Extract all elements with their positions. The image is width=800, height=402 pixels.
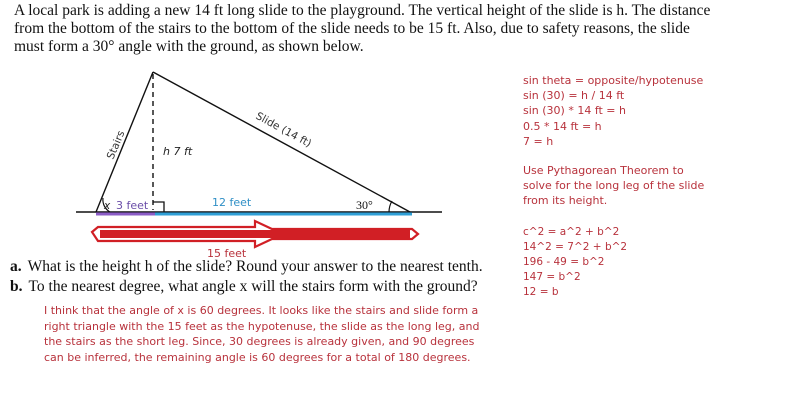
question-a-letter: a. bbox=[10, 258, 22, 275]
angle-30-label: 30° bbox=[356, 198, 373, 212]
slide-line bbox=[153, 72, 410, 212]
answer-line: can be inferred, the remaining angle is 60 degrees for a total of 180 degrees. bbox=[44, 350, 471, 364]
sine-step: sin theta = opposite/hypotenuse bbox=[523, 74, 704, 87]
sine-step: 7 = h bbox=[523, 134, 554, 148]
sine-step: sin (30) = h / 14 ft bbox=[523, 89, 625, 103]
problem-line-3: must form a 30° angle with the ground, as shown below. bbox=[14, 38, 364, 55]
problem-line-1: A local park is adding a new 14 ft long slide to the playground. The vertical height of the slide is h. The distance bbox=[14, 2, 711, 19]
problem-line-2: from the bottom of the stairs to the bottom of the slide needs to be 15 ft. Also, due to safety reasons, the slide bbox=[14, 20, 690, 37]
slide-label: Slide (14 ft) bbox=[253, 110, 314, 150]
total-length-arrow bbox=[92, 221, 418, 247]
sine-step: sin (30) * 14 ft = h bbox=[523, 104, 626, 118]
total-length-label: 15 feet bbox=[207, 247, 247, 260]
arrow-fill bbox=[100, 230, 410, 238]
pythagorean-note bbox=[523, 163, 704, 209]
work-step: 14^2 = 7^2 + b^2 bbox=[523, 241, 628, 253]
answer-line: right triangle with the 15 feet as the hypotenuse, the slide as the long leg, and bbox=[44, 319, 480, 333]
stairs-base-label: 3 feet bbox=[116, 199, 149, 212]
pythagorean-note-line: from its height. bbox=[523, 194, 608, 208]
question-a bbox=[10, 258, 483, 276]
slide-base-label: 12 feet bbox=[212, 196, 252, 209]
angle-30-arc bbox=[389, 201, 392, 212]
sine-step: 0.5 * 14 ft = h bbox=[523, 119, 602, 133]
pythagorean-work bbox=[523, 225, 627, 300]
work-step: 147 = b^2 bbox=[523, 271, 581, 283]
answer-line: the stairs as the short leg. Since, 30 degrees is already given, and 90 degrees bbox=[44, 335, 475, 348]
work-step: 12 = b bbox=[523, 286, 559, 298]
question-a-text: What is the height h of the slide? Round your answer to the nearest tenth. bbox=[27, 258, 483, 275]
pythagorean-note-line: solve for the long leg of the slide bbox=[523, 179, 705, 193]
work-step: c^2 = a^2 + b^2 bbox=[523, 226, 620, 238]
right-angle-marker bbox=[153, 202, 164, 212]
height-label: h 7 ft bbox=[163, 145, 193, 158]
stairs-line bbox=[96, 72, 153, 212]
pythagorean-note-line: Use Pythagorean Theorem to bbox=[523, 164, 684, 177]
question-b bbox=[10, 278, 478, 296]
question-b-letter: b. bbox=[10, 278, 23, 295]
student-answer bbox=[44, 303, 494, 365]
question-b-text: To the nearest degree, what angle x will the stairs form with the ground? bbox=[28, 278, 478, 295]
stairs-label: Stairs bbox=[104, 128, 128, 162]
angle-x-label: x bbox=[104, 200, 111, 212]
work-step: 196 - 49 = b^2 bbox=[523, 256, 605, 268]
answer-line: I think that the angle of x is 60 degrees. It looks like the stairs and slide form a bbox=[44, 304, 479, 317]
sine-steps bbox=[523, 73, 703, 149]
